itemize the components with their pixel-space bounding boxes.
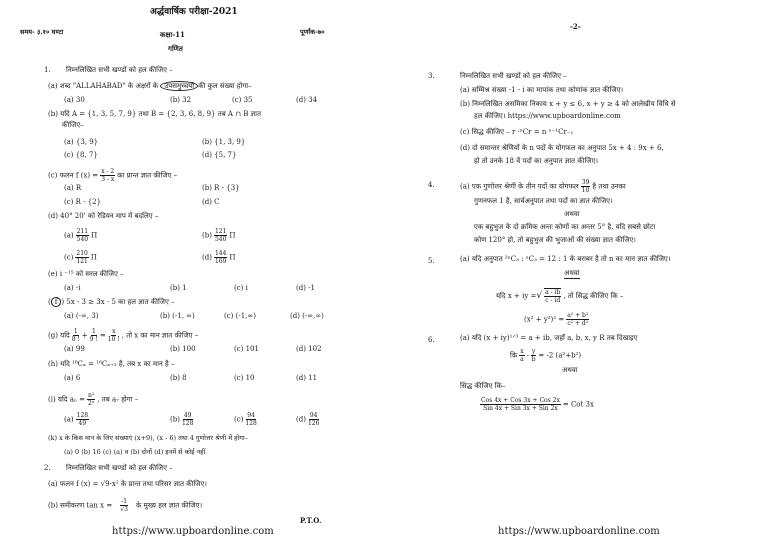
footer-url: https://www.upboardonline.com: [498, 526, 660, 537]
option: (a) 99: [64, 345, 85, 353]
exam-class: कक्षा-11: [160, 30, 185, 39]
option: (d) C: [202, 198, 220, 206]
equation: $\frac{\text{Cos 4x + Cos 3x + Cos 2x}}{\text{Sin 4x + Sin 3x + Sin 2x}}$ = Cot 3x: [481, 397, 594, 412]
question-text: सिद्ध कीजिए कि–: [460, 382, 506, 390]
question-text: (i) यदि aₙ = $\frac{\text{n²}}{\text{2ⁿ}}$ , तब a₇ होगा –: [48, 392, 139, 407]
option: (a) $\frac{128}{49}$: [64, 412, 89, 427]
question-text: (b) निम्नलिखित असमिका निकाय x + y ≤ 6, x + y ≥ 4 को आलेखीय विधि से: [460, 100, 676, 108]
page-number: -2-: [570, 22, 581, 31]
option: (c) (-1,∞): [224, 312, 256, 320]
question-number: 6.: [428, 336, 435, 344]
right-page: [384, 0, 768, 543]
question-number: 2.: [44, 464, 51, 472]
option: (d) 11: [296, 374, 318, 382]
option: (c) i: [234, 284, 248, 292]
question-text: (c) सिद्ध कीजिए – r ·ⁿCr = n ⁿ⁻¹Cr₋₁: [460, 128, 574, 136]
question-text: (a) एक गुणोत्तर श्रेणी के तीन पदों का योगफल $\frac{39}{10}$ है तथा उनका: [460, 179, 626, 194]
option: (a) 30: [64, 96, 85, 104]
question-instruction: निम्नलिखित सभी खण्डों को हल कीजिए –: [460, 72, 567, 80]
question-text: (d) दो समान्तर श्रेणियों के n पदों के योगफल का अनुपात 5x + 4 : 9x + 6,: [460, 144, 664, 152]
option: (d) (-∞,∞): [290, 312, 324, 320]
circled-word: उपसमुच्चयों: [160, 81, 198, 91]
pto-label: P.T.O.: [300, 516, 322, 525]
option: (b) 8: [170, 374, 187, 382]
question-text: (k) x के किस मान के लिए संख्याएं (x+9), (x - 6) तथा 4 गुणोत्तर श्रेणी में होगा–: [48, 434, 248, 442]
option: (d) {5, 7}: [202, 151, 237, 159]
option: (c) 10: [234, 374, 255, 382]
question-text: (a) फलन f (x) = √9-x² के प्रान्त तथा परिसर ज्ञात कीजिए।: [48, 480, 207, 488]
question-number: 1.: [44, 66, 51, 74]
question-text: ( f ) 5x - 3 ≥ 3x - 5 का हल ज्ञात कीजिए –: [48, 298, 175, 306]
question-text: (a) यदि अनुपात ²ⁿC₃ : ⁿC₃ = 12 : 1 के बराबर है तो n का मान ज्ञात कीजिए।: [460, 255, 671, 263]
option: (a) {3, 9}: [64, 138, 99, 146]
question-text: (g) यदि $\frac{1}{8 !}$ + $\frac{1}{9 !}$ = $\frac{x}{10 !}$ , तो x का मान ज्ञात कीजिए –: [48, 328, 199, 343]
question-text: (a) शब्द "ALLAHABAD" के अक्षरों के उपसमुच्चयों की कुल संख्या होगा–: [48, 82, 252, 90]
option: (b) R - {3}: [202, 184, 240, 192]
option: (a) 0 (b) 16 (c) (a) व (b) दोनों (d) इनमें से कोई नहीं: [64, 448, 206, 456]
equation: (x² + y²)² = $\frac{\text{a² + b²}}{\text{c² + d²}}$: [524, 312, 589, 327]
exam-subject: गणित: [168, 44, 183, 53]
exam-title: अर्द्धवार्षिक परीक्षा-2021: [150, 7, 238, 17]
athva-label: अथवा: [564, 269, 580, 277]
option: (b) 100: [170, 345, 196, 353]
max-marks: पूर्णांक-७०: [300, 28, 325, 36]
athva-label: अथवा: [564, 210, 580, 218]
question-number: 3.: [428, 72, 435, 80]
option: (d) $\frac{144}{169}$ Π: [202, 250, 236, 265]
option: (c) 101: [234, 345, 259, 353]
question-text: (e) i ⁻¹⁵ को सरल कीजिए –: [48, 270, 124, 278]
question-instruction: निम्नलिखित सभी खण्डों को हल कीजिए –: [66, 464, 173, 472]
question-instruction: निम्नलिखित सभी खण्डों को हल कीजिए –: [66, 66, 173, 74]
option: (d) -1: [296, 284, 315, 292]
question-number: 5.: [428, 257, 435, 265]
option: (d) 34: [296, 96, 318, 104]
athva-label: अथवा: [562, 366, 578, 374]
option: (b) $\frac{49}{128}$: [170, 412, 194, 427]
footer-url: https://www.upboardonline.com: [112, 526, 274, 537]
option: (c) R - {2}: [64, 198, 102, 206]
question-text: (a) यदि (x + iy)¹ᐟ³ = a + ib, जहाँ a, b, x, y R तब दिखाइए: [460, 334, 638, 342]
option: (c) $\frac{94}{128}$: [234, 412, 257, 427]
question-text: एक बहुभुज के दो क्रमिक अन्तः कोणों का अन्तर 5° है, यदि सबसे छोटा: [474, 223, 656, 231]
question-text: कोण 120° हो, तो बहुभुज की भुजाओं की संख्या ज्ञात कीजिए।: [474, 236, 636, 244]
option: (c) $\frac{210}{121}$ Π: [64, 250, 97, 265]
option: (d) 102: [296, 345, 322, 353]
question-text: (d) 40° 20' को रेडियन माप में बदलिए –: [48, 212, 159, 220]
option: (a) $\frac{211}{540}$ Π: [64, 228, 98, 243]
option: (a) -i: [64, 284, 81, 292]
question-text: यदि x + iy =√ $\frac{a - ib}{c - id}$ , तो सिद्ध कीजिए कि –: [496, 289, 624, 304]
option: (b) 32: [170, 96, 192, 104]
exam-time: समय- ३.१० घण्टा: [20, 28, 64, 36]
option: (b) {1, 3, 9}: [202, 138, 246, 146]
question-text: (a) सम्मिश्र संख्या -1 - i का मापांक तथा कोणांक ज्ञात कीजिए।: [460, 86, 624, 94]
question-text: हो तो उनके 18 वें पदों का अनुपात ज्ञात कीजिए।: [474, 157, 598, 165]
question-text: हल कीजिए। https://www.upboardonline.com: [474, 112, 621, 120]
option: (c) {8, 7}: [64, 151, 98, 159]
question-text: (b) समीकरण tan x = $\frac{-1}{√3}$ के मुख्य हल ज्ञात कीजिए।: [48, 498, 203, 513]
question-text: (c) फलन f (x) = $\frac{x - 2}{3 - x}$ का प्रान्त ज्ञात कीजिए –: [48, 168, 178, 183]
equation: कि $\frac{x}{a}$ - $\frac{y}{b}$ = -2 (a²+b²): [510, 348, 582, 363]
option: (b) 1: [170, 284, 187, 292]
option: (a) (-∞, 3): [64, 312, 99, 320]
option: (b) $\frac{121}{540}$ Π: [202, 228, 236, 243]
question-text: कीजिए–: [62, 121, 84, 129]
question-text: (h) यदि ¹⁸Cₓ = ¹⁸Cₓ₊₂ है, तब x का मान है –: [48, 360, 175, 368]
option: (b) (-1, ∞): [160, 312, 195, 320]
option: (a) 6: [64, 374, 81, 382]
option: (d) $\frac{94}{126}$: [296, 412, 320, 427]
option: (c) 35: [232, 96, 253, 104]
option: (a) R: [64, 184, 82, 192]
question-text: गुणनफल 1 है, सार्वअनुपात तथा पदों का ज्ञात कीजिए।: [474, 197, 613, 205]
question-text: (b) यदि A = {1, 3, 5, 7, 9} तथा B = {2, 3, 6, 8, 9} तब A ∩ B ज्ञात: [48, 110, 261, 118]
question-number: 4.: [428, 181, 435, 189]
